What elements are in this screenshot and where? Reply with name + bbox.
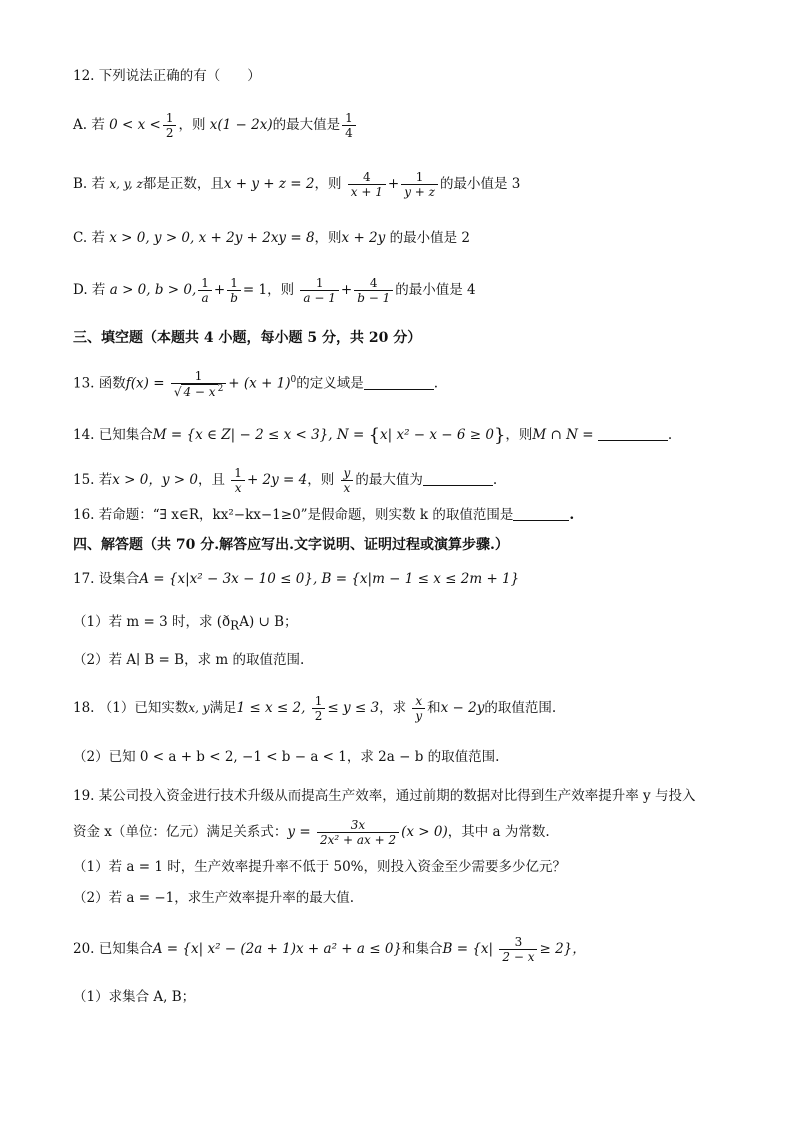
q18-part-2: （2）已知 0 < a + b < 2, −1 < b − a < 1，求 2a − b 的取值范围. bbox=[73, 749, 500, 765]
q19-part-2: （2）若 a = −1，求生产效率提升率的最大值. bbox=[73, 890, 355, 906]
q15: 15. 若x > 0，y > 0，且 $\frac{1}{x}$ + 2y = 4，则 $\frac{y}{x}$ 的最大值为 . bbox=[73, 466, 498, 495]
q14: 14. 已知集合M = {x ∈ Z| − 2 ≤ x < 3}, N = {x| x² − x − 6 ≥ 0}，则M ∩ N = . bbox=[73, 425, 673, 446]
q19-line-1: 19. 某公司投入资金进行技术升级从而提高生产效率，通过前期的数据对比得到生产效率提升率 y 与投入 bbox=[73, 788, 696, 804]
q19-line-2: 资金 x（单位：亿元）满足关系式：y = $\frac{3x}{\text{2x² + ax + 2}}$ (x > 0)，其中 a 为常数. bbox=[73, 818, 550, 847]
q17-part-2: （2）若 A∣ B = B，求 m 的取值范围. bbox=[73, 652, 305, 668]
q12-option-c: C. 若 x > 0, y > 0, x + 2y + 2xy = 8，则x + 2y 的最小值是 2 bbox=[73, 230, 470, 246]
q17-stem: 17. 设集合A = {x|x² − 3x − 10 ≤ 0}, B = {x|m − 1 ≤ x ≤ 2m + 1} bbox=[73, 571, 520, 587]
q20-part-1: （1）求集合 A, B； bbox=[73, 989, 196, 1005]
section-3-heading: 三、填空题（本题共 4 小题，每小题 5 分，共 20 分） bbox=[73, 330, 422, 346]
q18-part-1: 18. （1）已知实数x, y满足1 ≤ x ≤ 2, $\frac{1}{2}$ ≤ y ≤ 3，求 $\frac{x}{y}$ 和x − 2y的取值范围. bbox=[73, 694, 557, 723]
q16: 16. 若命题：“∃ x∈R，kx²−kx−1≥0”是假命题，则实数 k 的取值范围是 . bbox=[73, 507, 575, 523]
q16-answer-blank[interactable] bbox=[513, 507, 569, 522]
q20-stem: 20. 已知集合A = {x| x² − (2a + 1)x + a² + a ≤ 0}和集合B = {x| $\frac{3}{2 - x}$ ≥ 2}， bbox=[73, 935, 586, 964]
q13-answer-blank[interactable] bbox=[364, 375, 434, 390]
q12-option-b: B. 若 x, y, z都是正数，且x + y + z = 2，则 $\frac{4}{x + 1}$ + $\frac{1}{y + z}$ 的最小值是 3 bbox=[73, 170, 521, 199]
q19-part-1: （1）若 a = 1 时，生产效率提升率不低于 50%，则投入资金至少需要多少亿元？ bbox=[73, 859, 566, 875]
q12-stem: 12. 下列说法正确的有（ ） bbox=[73, 68, 261, 84]
q14-answer-blank[interactable] bbox=[598, 427, 668, 442]
q12-option-a: A. 若 0 < x < $\frac{1}{2}$ ，则 x(1 − 2x)的最大值是 $\frac{1}{4}$ bbox=[73, 111, 358, 140]
q13: 13. 函数f(x) = $\frac{1}{√ 4 - x ^2}$ + $(x + 1)^0$的定义域是 . bbox=[73, 369, 439, 399]
q15-answer-blank[interactable] bbox=[423, 472, 493, 487]
q12-option-d: D. 若 a > 0, b > 0, $\frac{1}{a}$ + $\frac{1}{b}$ = 1，则 $\frac{1}{a - 1}$ + $\frac{4}{b - 1}$ 的最小值是 4 bbox=[73, 276, 476, 305]
section-4-heading: 四、解答题（共 70 分.解答应写出.文字说明、证明过程或演算步骤.） bbox=[73, 537, 509, 553]
q17-part-1: （1）若 m = 3 时，求 $(ð_RA)$ ∪ B； bbox=[73, 614, 298, 633]
